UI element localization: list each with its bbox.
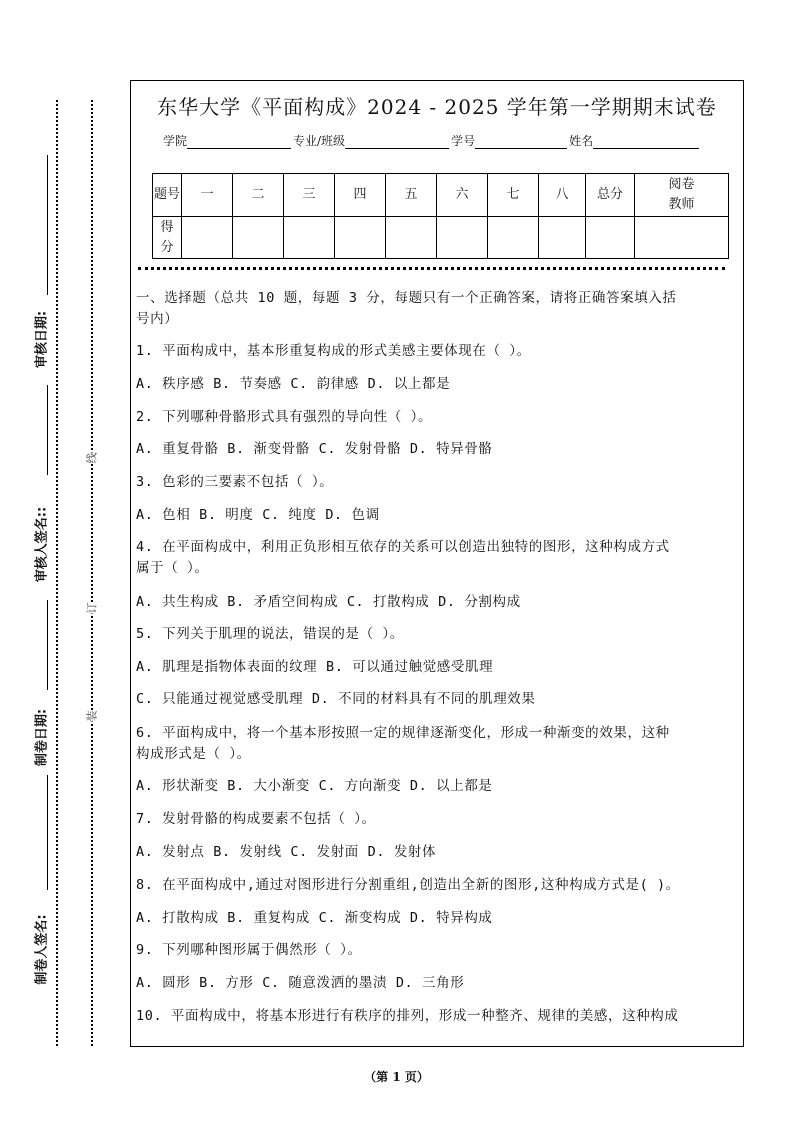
college-field[interactable] (187, 136, 291, 149)
page-number: （第 1 页） (364, 1070, 429, 1084)
preparer-signature-label: 制卷人签名: (34, 914, 50, 985)
score-cell[interactable] (335, 217, 386, 259)
score-row (153, 217, 729, 259)
score-cell[interactable] (635, 217, 729, 259)
answer-options: A. 圆形 B. 方形 C. 随意泼洒的墨渍 D. 三角形 (136, 975, 465, 991)
score-cell[interactable] (386, 217, 437, 259)
college-label: 学院 (163, 134, 188, 148)
answer-options: A. 共生构成 B. 矛盾空间构成 C. 打散构成 D. 分割构成 (136, 594, 521, 610)
column-header: 一 (182, 174, 233, 217)
score-cell[interactable] (539, 217, 586, 259)
question-text: 构成形式是（ ）。 (136, 746, 251, 762)
major-class-field[interactable] (345, 136, 449, 149)
question-text: 一、选择题（总共 10 题，每题 3 分，每题只有一个正确答案，请将正确答案填入括 (136, 290, 677, 306)
score-cell[interactable] (233, 217, 284, 259)
row-label: 得分 (153, 217, 182, 259)
binding-char-xian: 线 (85, 452, 99, 464)
score-table (152, 173, 729, 259)
signature-line (47, 155, 48, 295)
binding-char-zhuang: 装 (85, 710, 99, 722)
answer-options: A. 重复骨骼 B. 渐变骨骼 C. 发射骨骼 D. 特异骨骼 (136, 441, 493, 457)
name-field[interactable] (593, 136, 699, 149)
name-label: 姓名 (569, 134, 594, 148)
question-text: 10. 平面构成中，将基本形进行有秩序的排列，形成一种整齐、规律的美感，这种构成 (136, 1008, 679, 1024)
reviewer-signature-label: 审核人签名:: (34, 506, 50, 583)
question-text: 3. 色彩的三要素不包括（ ）。 (136, 474, 334, 490)
prepare-date-label: 制卷日期: (34, 708, 50, 767)
answer-options: A. 形状渐变 B. 大小渐变 C. 方向渐变 D. 以上都是 (136, 778, 493, 794)
signature-line (47, 775, 48, 890)
student-id-field[interactable] (475, 136, 567, 149)
question-text: 9. 下列哪种图形属于偶然形（ ）。 (136, 942, 362, 958)
score-cell[interactable] (488, 217, 539, 259)
answer-options: A. 发射点 B. 发射线 C. 发射面 D. 发射体 (136, 844, 437, 860)
question-text: 1. 平面构成中，基本形重复构成的形式美感主要体现在（ ）。 (136, 343, 531, 359)
answer-options: A. 秩序感 B. 节奏感 C. 韵律感 D. 以上都是 (136, 376, 451, 392)
question-text: 4. 在平面构成中，利用正负形相互依存的关系可以创造出独特的图形，这种构成方式 (136, 539, 670, 555)
question-text: 7. 发射骨骼的构成要素不包括（ ）。 (136, 811, 376, 827)
exam-frame (130, 80, 744, 1047)
question-text: 2. 下列哪种骨骼形式具有强烈的导向性（ ）。 (136, 409, 433, 425)
answer-options: A. 色相 B. 明度 C. 纯度 D. 色调 (136, 507, 380, 523)
binding-char-ding: 订 (85, 602, 99, 614)
review-date-label: 审核日期: (34, 310, 50, 369)
column-header: 六 (437, 174, 488, 217)
question-text: 8. 在平面构成中,通过对图形进行分割重组,创造出全新的图形,这种构成方式是( )。 (136, 877, 680, 893)
answer-options: A. 打散构成 B. 重复构成 C. 渐变构成 D. 特异构成 (136, 910, 493, 926)
row-label: 题号 (153, 174, 182, 217)
question-text: 5. 下列关于肌理的说法，错误的是（ ）。 (136, 626, 404, 642)
student-id-label: 学号 (451, 134, 476, 148)
column-header: 四 (335, 174, 386, 217)
answer-options: C. 只能通过视觉感受肌理 D. 不同的材料具有不同的肌理效果 (136, 691, 536, 707)
major-class-label: 专业/班级 (293, 134, 346, 148)
section-divider (138, 267, 725, 270)
column-header: 八 (539, 174, 586, 217)
column-header: 三 (284, 174, 335, 217)
signature-line (47, 385, 48, 475)
column-header: 七 (488, 174, 539, 217)
signature-line (47, 600, 48, 690)
outer-dotted-line (56, 100, 58, 1046)
question-text: 属于（ ）。 (136, 560, 209, 576)
column-header: 总分 (586, 174, 635, 217)
question-text: 6. 平面构成中，将一个基本形按照一定的规律逐渐变化，形成一种渐变的效果，这种 (136, 725, 670, 741)
column-header: 五 (386, 174, 437, 217)
answer-options: A. 肌理是指物体表面的纹理 B. 可以通过触觉感受肌理 (136, 659, 494, 675)
score-cell[interactable] (586, 217, 635, 259)
score-cell[interactable] (284, 217, 335, 259)
column-header: 阅卷教师 (635, 174, 729, 217)
student-info-row (163, 132, 701, 149)
question-text: 号内） (136, 311, 179, 327)
column-header: 二 (233, 174, 284, 217)
score-cell[interactable] (182, 217, 233, 259)
exam-title: 东华大学《平面构成》2024 - 2025 学年第一学期期末试卷 (157, 95, 717, 119)
question-number-row (153, 174, 729, 217)
binding-dotted-line (91, 100, 93, 1046)
score-cell[interactable] (437, 217, 488, 259)
